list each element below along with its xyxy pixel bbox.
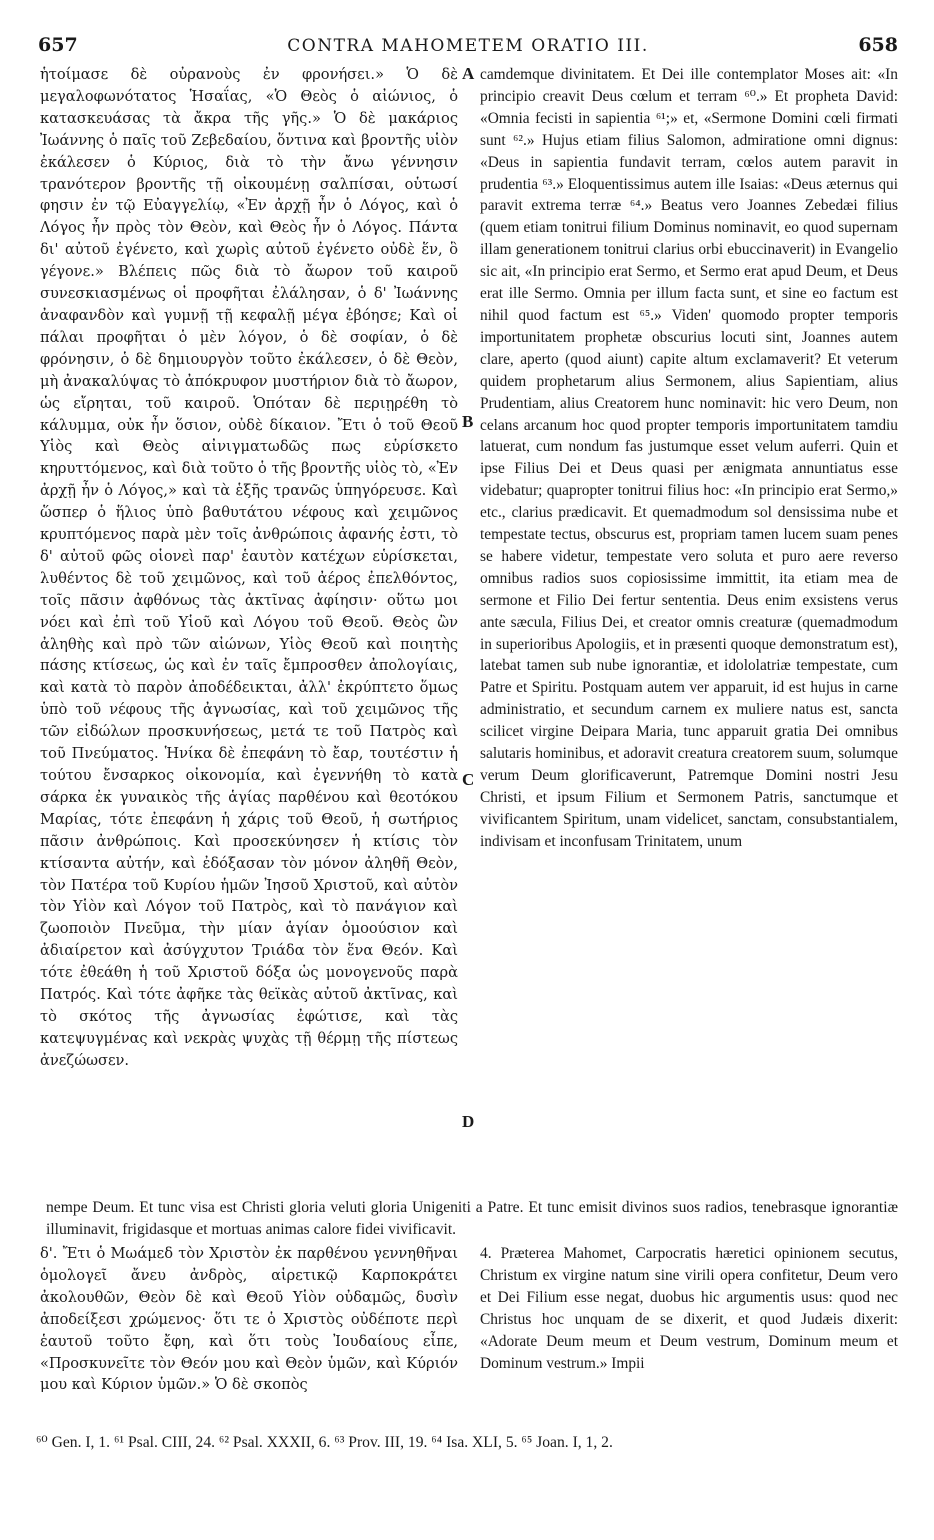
greek-text-column: ἡτοίμασε δὲ οὐρανοὺς ἐν φρονήσει.» Ὁ δὲ μεγαλοφωνότατος Ἡσαΐας, «Ὁ Θεὸς ὁ αἰώνιος, ὁ κατασκευάσας τὰ ἄκρα τῆς γῆς.» Ὁ δὲ μακάριος Ἰωάννης ὁ παῖς τοῦ Ζεβεδαίου, ὅντινα καὶ βροντῆς υἱὸν ἐκάλεσεν ὁ Κύριος, διὰ τὸ τὴν ἄνω γέννησιν τρανότερον βροντῆς τῇ οἰκουμένῃ σαλπίσαι, οὑτωσί φησιν ἐν τῷ Εὐαγγελίῳ, «Ἐν ἀρχῇ ἦν ὁ Λόγος, καὶ ὁ Λόγος ἦν πρὸς τὸν Θεὸν, καὶ Θεὸς ἦν ὁ Λόγος. Πάντα δι' αὐτοῦ ἐγένετο, καὶ χωρὶς αὐτοῦ ἐγένετο οὐδὲ ἕν, ὃ γέγονε.» Βλέπεις πῶς διὰ τὸ ἄωρον τοῦ καιροῦ συνεσκιασμένως οἱ προφῆται ἐλάλησαν, ὁ δ' Ἰωάννης ἀναφανδὸν καὶ γυμνῇ τῇ κεφαλῇ μέγα ἐβόησε; Καὶ οἱ πάλαι προφῆται ὁ μὲν λόγον, ὁ δὲ σοφίαν, ὁ δὲ φρόνησιν, ὁ δὲ δημιουργὸν τοῦτο ἐκάλεσεν, ὁ δὲ Θεὸν, μὴ ἀνακαλύψας τὸ ἀπόκρυφον μυστήριον διὰ τὸ ἄωρον, ὡς εἴρηται, τοῦ καιροῦ. Ὁπόταν δὲ περιῃρέθη τὸ κάλυμμα, οὐκ ἦν ὅσιον, οὐδὲ δίκαιον. Ἔτι ὁ τοῦ Θεοῦ Υἱὸς καὶ Θεὸς αἰνιγματωδῶς πως εὑρίσκετο κηρυττόμενος, καὶ διὰ τοῦτο ὁ τῆς βροντῆς υἱὸς τὸ, «Ἐν ἀρχῇ ἦν ὁ Λόγος,» καὶ τὰ ἑξῆς τρανῶς ὑπηγόρευσε. Καὶ ὥσπερ ὁ ἥλιος ὑπὸ βαθυτάτου νέφους καὶ χειμῶνος κρυπτόμενος παρὰ μὲν τοῖς ἀνθρώποις ἀφανής ἐστι, τὸ δ' αὐτοῦ φῶς οἱονεὶ παρ' ἑαυτὸν κατέχων εὑρίσκεται, λυθέντος δὲ τοῦ χειμῶνος, καὶ τοῦ ἀέρος ἐπελθόντος, τοῖς πᾶσιν ἀφθόνως τὰς ἀκτῖνας ἀφίησιν· οὕτω μοι νόει καὶ ἐπὶ τοῦ Υἱοῦ καὶ Λόγου τοῦ Θεοῦ. Θεὸς ὢν ἀληθὴς καὶ πρὸ τῶν αἰώνων, Υἱὸς Θεοῦ καὶ ποιητὴς πάσης κτίσεως, ὡς καὶ ἐν ταῖς ἔμπροσθεν ἀπολογίαις, καὶ κατὰ τὸ παρὸν ἀποδέδεικται, ἀλλ' ἐκρύπτετο ὅμως ὑπὸ τοῦ νέφους τῆς ἀγνωσίας, καὶ τοῦ χειμῶνος τῆς τῶν εἰδώλων προσκυνήσεως, μετά τε τοῦ Πατρὸς καὶ τοῦ Πνεύματος. Ἡνίκα δὲ ἐπεφάνη τὸ ἔαρ, τουτέστιν ἡ τούτου ἔνσαρκος οἰκονομία, καὶ ἐγεννήθη τὸ κατὰ σάρκα ἐκ γυναικὸς τῆς ἁγίας παρθένου καὶ θεοτόκου Μαρίας, τότε ἐπεφάνη ἡ χάρις τοῦ Θεοῦ, ἡ σωτήριος πᾶσιν ἀνθρώποις. Καὶ προσεκύνησεν ἡ κτίσις τὸν κτίσαντα αὐτήν, καὶ ἐδόξασαν τὸν μόνον ἀληθῆ Θεὸν, τὸν Πατέρα τοῦ Κυρίου ἡμῶν Ἰησοῦ Χριστοῦ, καὶ αὐτὸν τὸν Υἱὸν καὶ Λόγον τοῦ Πατρὸς, καὶ τὸ πανάγιον καὶ ζωοποιὸν Πνεῦμα, τὴν μίαν ἁγίαν ὁμοούσιον καὶ ἀδιαίρετον καὶ ἀσύγχυτον Τριάδα τὸν ἕνα Θεόν. Καὶ τότε ἐθεάθη ἡ τοῦ Χριστοῦ δόξα ὡς μονογενοῦς παρὰ Πατρός. Καὶ τότε ἀφῆκε τὰς θεϊκὰς αὐτοῦ ἀκτῖνας, καὶ τὸ σκότος τῆς ἀγνωσίας ἐφώτισε, καὶ τὰς κατεψυγμένας καὶ νεκρὰς ψυχὰς τῇ θέρμῃ τῆς πίστεως ἀνεζώωσεν. xyxy=(40,66,458,1069)
section-marker-a: A xyxy=(462,64,475,83)
latin-text-column: camdemque divinitatem. Et Dei ille contemplator Moses ait: «In principio creavit Deus cœlum et terram ⁶⁰.» Et propheta David: «Omnia fecisti in sapientia ⁶¹;» et, «Sermone Domini cœli firmati sunt ⁶².» Hujus etiam filius Salomon, admiratione omni dignus: «Deus in sapientia fundavit terram, cœlos autem paravit in prudentia ⁶³.» Eloquentissimus autem ille Isaias: «Deus æternus qui paravit extrema terræ ⁶⁴.» Beatus vero Joannes Zebedæi filius (quem etiam tonitrui filium Dominus nominavit, eo quod supernam illam generationem tonitrui clarius orbi ebuccinaverit) in Evangelio sic ait, «In principio erat Sermo, et Sermo erat apud Deum, et Deus erat ille Sermo. Omnia per illum facta sunt, et sine eo factum est nihil quod factum est ⁶⁵.» Viden' quomodo propter temporis importunitatem prophetæ obscurius locuti sint, Joannes autem clare, aperto (quod aiunt) capite altum exclamaverit? Et veterum quidem prophetarum alius Sermonem, alius Sapientiam, alius Prudentiam, alius Creatorem hunc nominavit: hic vero Deum, non celans arcanum hoc quod propter temporis importunitatem tamdiu latuerat, cum nondum fas justumque esset velum auferri. Quin et ipse Filius Dei et Deus quasi per ænigmata annuntiatus esse videbatur; quapropter tonitrui filius hoc: «In principio erat Sermo,» etc., clarius prædicavit. Et quemadmodum sol densissima nube et tempestate tectus, obscurus est, propriam tamen lucem suam penes se habere videtur, tempestate vero soluta et puro aere reverso omnibus radios suos copiosissime immittit, ita etiam mea de sermone et Filio Dei fertur sententia. Deus enim exsistens verus ante sæcula, Filius Dei, et creator omnis creaturæ (quemadmodum in superioribus Apologiis, et in præsenti quoque demonstratum est), latebat tamen sub nube ignorantiæ, et idololatriæ tempestate, cum Patre et Spiritu. Postquam autem ver apparuit, id est hujus in carne administratio, et secundum carnem ex muliere natus est, sancta scilicet virgine Deipara Maria, tunc apparuit gratia Dei omnibus salutaris hominibus, et adoravit creatura creatorem suum, solumque verum Deum glorificaverunt, Patremque Domini nostri Jesu Christi, et ipsum Filium et Sermonem Patris, sanctumque et vivificantem Spiritum, unam videlicet, sanctam, consubstantialem, indivisam et inconfusam Trinitatem, unum xyxy=(480,66,898,850)
section-marker-d: D xyxy=(462,1112,475,1131)
running-header xyxy=(38,34,898,60)
spanning-paragraph: nempe Deum. Et tunc visa est Christi gloria veluti gloria Unigeniti a Patre. Et tunc emisit divinos suos radios, tenebrasque ignorantiæ illuminavit, frigidasque et mortuas animas calore fidei vivificavit. xyxy=(46,1199,898,1238)
latin-section-4: 4. Præterea Mahomet, Carpocratis hæretici opinionem secutus, Christum ex virgine natum sine virili opera confitetur, Deum vero et Dei Filium esse negat, duobus hic argumentis usus: quod nec Christus hoc unquam de se dixerit, et quod Judæis dixerit: «Adorate Deum meum et Deum vestrum, Dominum meum et Dominum vestrum.» Impii xyxy=(480,1245,898,1372)
section-marker-b: B xyxy=(462,412,474,431)
page-number-left: 657 xyxy=(38,34,78,56)
section-marker-c: C xyxy=(462,770,475,789)
footnotes: ⁶⁰ Gen. I, 1. ⁶¹ Psal. CIII, 24. ⁶² Psal. XXXII, 6. ⁶³ Prov. III, 19. ⁶⁴ Isa. XLI, 5. ⁶⁵ Joan. I, 1, 2. xyxy=(36,1434,613,1451)
page-number-right: 658 xyxy=(858,34,898,56)
greek-section-4: δ'. Ἔτι ὁ Μωάμεδ τὸν Χριστὸν ἐκ παρθένου γεννηθῆναι ὁμολογεῖ ἄνευ ἀνδρὸς, αἱρετικῷ Καρποκράτει ἀκολουθῶν, Θεὸν δὲ καὶ Θεοῦ Υἱὸν οὐδαμῶς, δυσὶν ἀποδείξεσι χρώμενος· ὅτι τε ὁ Χριστὸς οὐδέποτε περὶ ἑαυτοῦ τοῦτο ἔφη, καὶ ὅτι τοὺς Ἰουδαίους εἶπε, «Προσκυνεῖτε τὸν Θεόν μου καὶ Θεὸν ὑμῶν, καὶ Κύριόν μου καὶ Κύριον ὑμῶν.» Ὁ δὲ σκοπὸς xyxy=(40,1245,458,1394)
running-title: CONTRA MAHOMETEM ORATIO III. xyxy=(287,36,649,56)
